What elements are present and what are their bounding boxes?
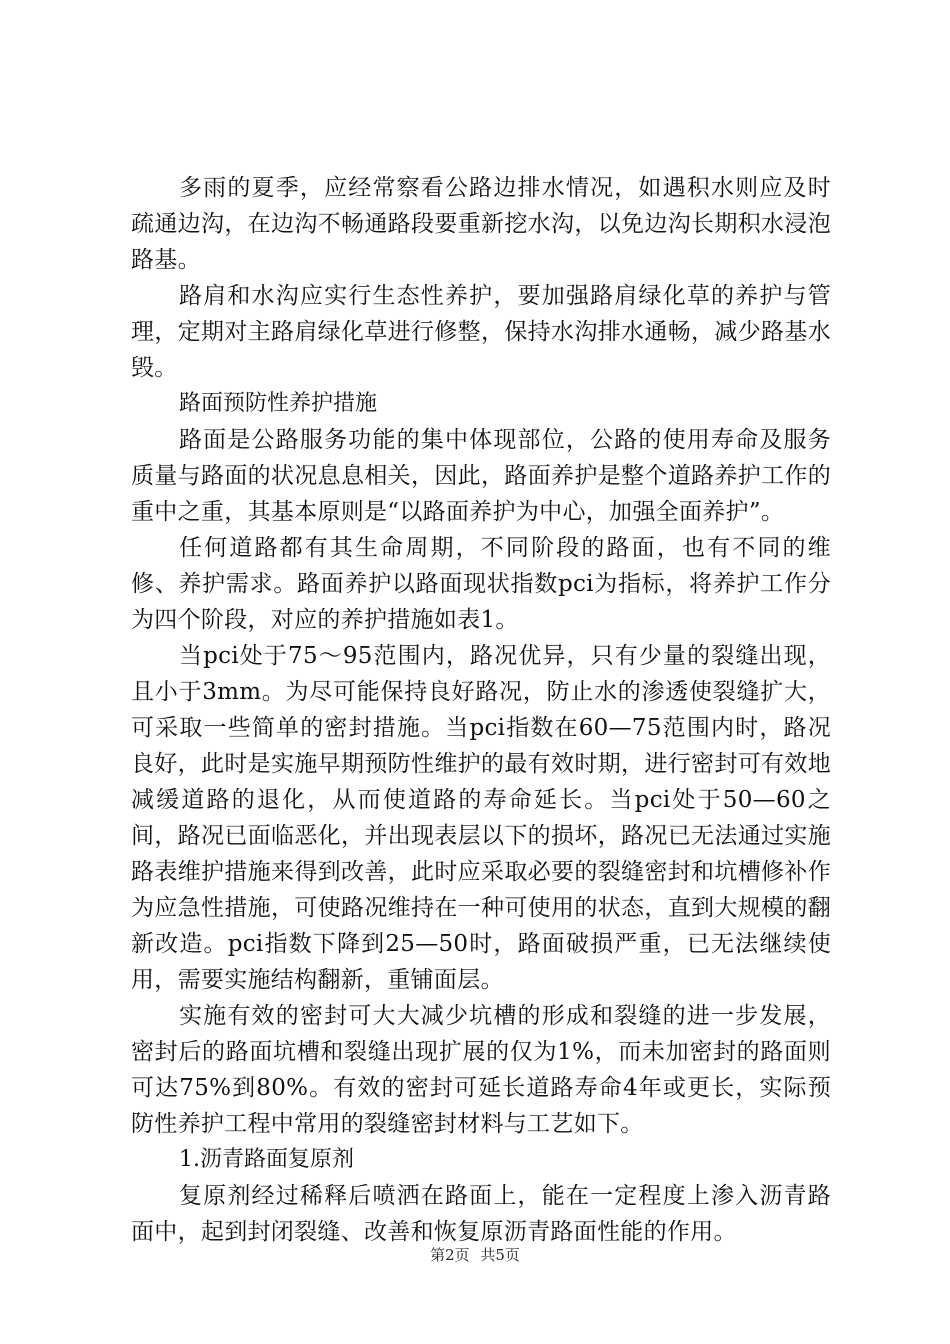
body-text [131,170,831,1250]
paragraph-rejuvenator: 复原剂经过稀释后喷洒在路面上，能在一定程度上渗入沥青路面中，起到封闭裂缝、改善和恢复原沥青路面性能的作用。 [131,1183,831,1245]
page-total: 共5页 [480,1246,520,1264]
paragraph-shoulder: 路肩和水沟应实行生态性养护，要加强路肩绿化草的养护与管理，定期对主路肩绿化草进行修整，保持水沟排水通畅，减少路基水毁。 [131,283,831,381]
page-footer [0,1245,950,1265]
section-heading-pavement: 路面预防性养护措施 [179,391,378,416]
subheading-rejuvenator: 1.沥青路面复原剂 [179,1147,354,1172]
paragraph-pci-stages: 当pci处于75～95范围内，路况优异，只有少量的裂缝出现，且小于3mm。为尽可能保持良好路况，防止水的渗透使裂缝扩大，可采取一些简单的密封措施。当pci指数在60—75范围内时，路况良好，此时是实施早期预防性维护的最有效时期，进行密封可有效地减缓道路的退化，从而使道路的寿命延长。当pci处于50—60之间，路况已面临恶化，并出现表层以下的损坏，路况已无法通过实施路表维护措施来得到改善，此时应采取必要的裂缝密封和坑槽修补作为应急性措施，可使路况维持在一种可使用的状态，直到大规模的翻新改造。pci指数下降到25—50时，路面破损严重，已无法继续使用，需要实施结构翻新，重铺面层。 [131,643,831,993]
paragraph-drainage: 多雨的夏季，应经常察看公路边排水情况，如遇积水则应及时疏通边沟，在边沟不畅通路段要重新挖水沟，以免边沟长期积水浸泡路基。 [131,175,831,273]
paragraph-sealing: 实施有效的密封可大大减少坑槽的形成和裂缝的进一步发展，密封后的路面坑槽和裂缝出现扩展的仅为1%，而未加密封的路面则可达75%到80%。有效的密封可延长道路寿命4年或更长，实际预防性养护工程中常用的裂缝密封材料与工艺如下。 [131,1003,831,1137]
paragraph-pavement-principle: 路面是公路服务功能的集中体现部位，公路的使用寿命及服务质量与路面的状况息息相关，因此，路面养护是整个道路养护工作的重中之重，其基本原则是“以路面养护为中心，加强全面养护”。 [131,427,831,525]
page-number: 第2页 [430,1246,470,1264]
paragraph-lifecycle: 任何道路都有其生命周期，不同阶段的路面，也有不同的维修、养护需求。路面养护以路面现状指数pci为指标，将养护工作分为四个阶段，对应的养护措施如表1。 [131,535,831,633]
